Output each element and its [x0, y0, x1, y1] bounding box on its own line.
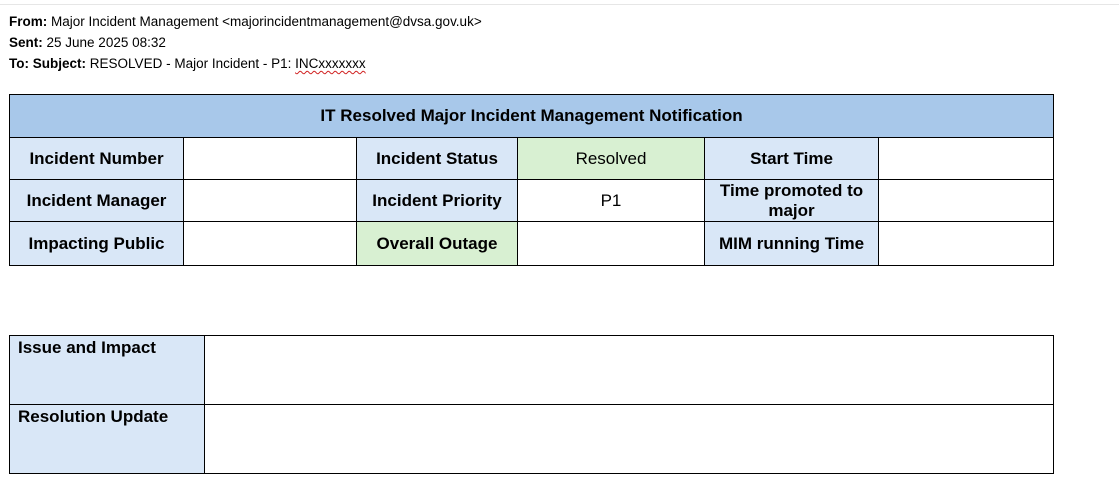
sent-value: 25 June 2025 08:32: [46, 35, 166, 50]
subject-ticket: INCxxxxxxx: [295, 56, 366, 71]
subject-line: [9, 53, 482, 74]
table-row: [10, 138, 1054, 180]
subject-prefix: RESOLVED - Major Incident - P1:: [89, 56, 296, 71]
start-time-value[interactable]: [879, 138, 1054, 180]
time-promoted-value[interactable]: [879, 180, 1054, 222]
notification-title-row: [10, 95, 1054, 138]
impacting-public-value[interactable]: [184, 222, 357, 266]
incident-status-label: Incident Status: [357, 138, 518, 180]
resolution-update-label: Resolution Update: [10, 405, 205, 474]
to-label: To:: [9, 56, 29, 71]
from-line: [9, 11, 482, 32]
subject-label: Subject:: [32, 56, 87, 71]
start-time-label: Start Time: [705, 138, 879, 180]
overall-outage-value[interactable]: [518, 222, 705, 266]
overall-outage-label: Overall Outage: [357, 222, 518, 266]
incident-manager-label: Incident Manager: [10, 180, 184, 222]
incident-priority-value[interactable]: P1: [518, 180, 705, 222]
table-row: [10, 180, 1054, 222]
issue-table: [9, 335, 1054, 474]
incident-status-value[interactable]: Resolved: [518, 138, 705, 180]
resolution-update-value[interactable]: [205, 405, 1054, 474]
impacting-public-label: Impacting Public: [10, 222, 184, 266]
top-divider: [0, 4, 1119, 5]
table-row: [10, 336, 1054, 405]
time-promoted-label: Time promoted to major: [705, 180, 879, 222]
sent-label: Sent:: [9, 35, 43, 50]
incident-priority-label: Incident Priority: [357, 180, 518, 222]
incident-number-label: Incident Number: [10, 138, 184, 180]
email-header: [9, 11, 482, 74]
table-row: [10, 405, 1054, 474]
mim-running-time-value[interactable]: [879, 222, 1054, 266]
from-value[interactable]: Major Incident Management <majorincidentmanagement@dvsa.gov.uk>: [51, 14, 482, 29]
incident-manager-value[interactable]: [184, 180, 357, 222]
issue-impact-value[interactable]: [205, 336, 1054, 405]
issue-impact-label: Issue and Impact: [10, 336, 205, 405]
from-label: From:: [9, 14, 48, 29]
mim-running-time-label: MIM running Time: [705, 222, 879, 266]
table-row: [10, 222, 1054, 266]
incident-number-value[interactable]: [184, 138, 357, 180]
sent-line: [9, 32, 482, 53]
notification-title: IT Resolved Major Incident Management Notification: [10, 95, 1054, 138]
notification-table: [9, 94, 1054, 266]
